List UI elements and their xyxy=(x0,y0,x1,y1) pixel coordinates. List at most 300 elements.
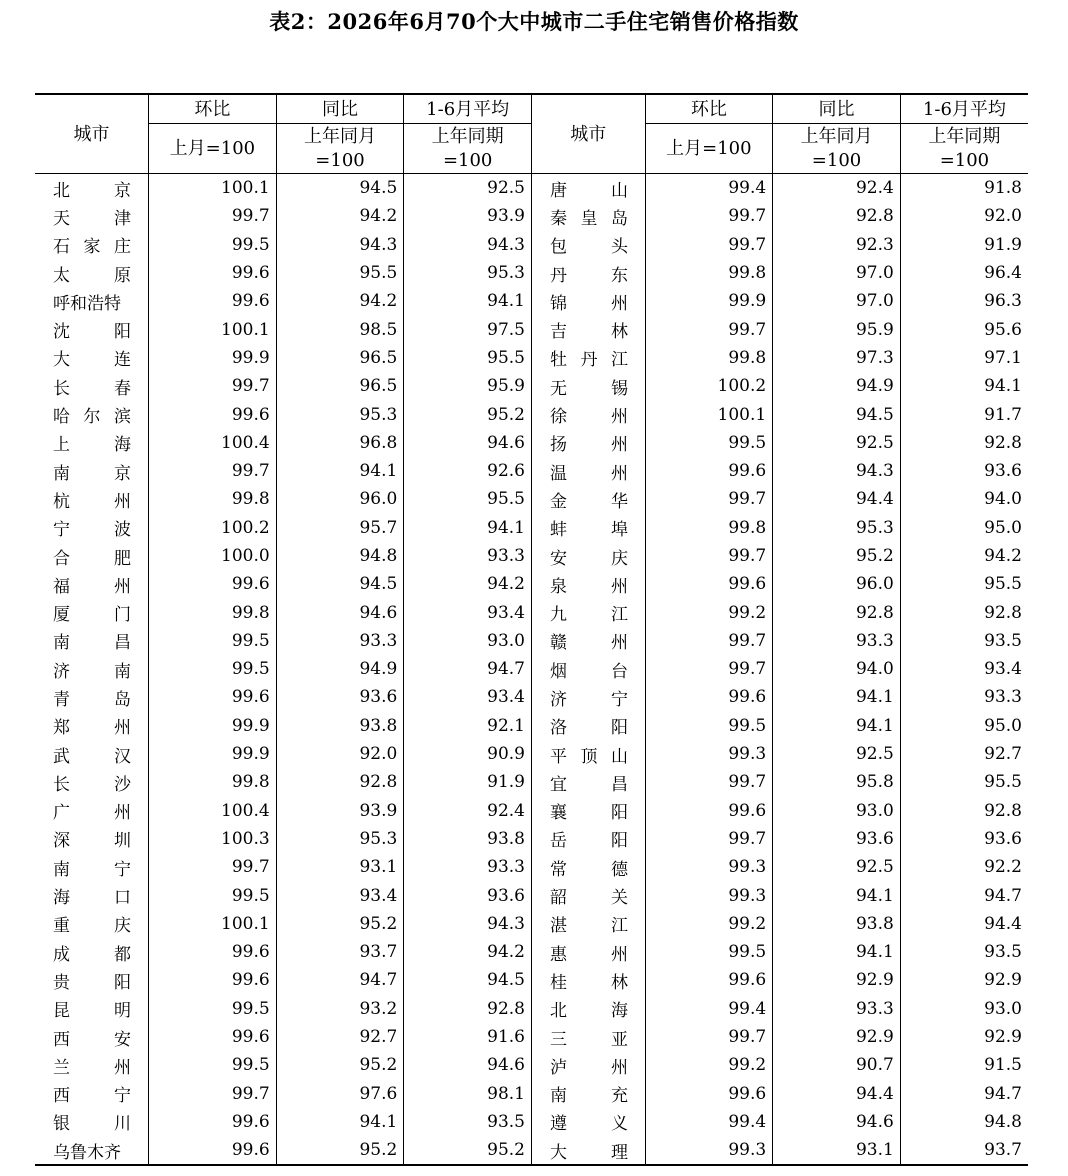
city-name xyxy=(53,1053,131,1078)
city-char: 唐 xyxy=(549,180,567,201)
city-name xyxy=(53,487,131,512)
yoy-value: 95.3 xyxy=(276,825,404,853)
mom-value: 99.7 xyxy=(645,627,773,655)
mom-value: 99.9 xyxy=(149,344,277,372)
city-name xyxy=(550,940,628,965)
city-char: 九 xyxy=(549,605,567,626)
city-cell xyxy=(531,259,645,287)
city-cell xyxy=(531,315,645,343)
yoy-value: 94.0 xyxy=(773,655,901,683)
yoy-value: 92.4 xyxy=(773,174,901,203)
mom-value: 99.6 xyxy=(149,287,277,315)
city-name xyxy=(53,232,131,257)
mom-value: 99.4 xyxy=(645,174,773,203)
yoy-value: 92.8 xyxy=(276,768,404,796)
city-char: 安 xyxy=(114,1029,131,1050)
avg-base-right xyxy=(900,124,1028,174)
city-char: 庄 xyxy=(114,237,131,258)
table-title: 表2：2026年6月70个大中城市二手住宅销售价格指数 xyxy=(269,9,799,34)
yoy-value: 92.9 xyxy=(773,966,901,994)
city-char: 春 xyxy=(114,378,131,399)
mom-value: 99.6 xyxy=(149,1136,277,1165)
city-name xyxy=(550,713,628,738)
city-cell xyxy=(35,344,149,372)
mom-value: 99.8 xyxy=(645,344,773,372)
avg-value: 93.7 xyxy=(900,1136,1028,1165)
mom-value: 99.4 xyxy=(645,1108,773,1136)
yoy-value: 94.5 xyxy=(276,174,404,203)
yoy-value: 93.8 xyxy=(773,910,901,938)
avg-value: 94.8 xyxy=(900,1108,1028,1136)
mom-value: 100.4 xyxy=(149,429,277,457)
city-cell xyxy=(531,627,645,655)
city-name xyxy=(53,459,131,484)
city-cell xyxy=(531,910,645,938)
table-row xyxy=(35,344,1028,372)
city-cell xyxy=(35,1136,149,1165)
yoy-value: 94.5 xyxy=(276,570,404,598)
city-char: 亚 xyxy=(610,1029,628,1050)
city-char: 大 xyxy=(549,1142,567,1163)
city-char: 遵 xyxy=(549,1114,567,1135)
city-cell xyxy=(531,1108,645,1136)
city-char: 华 xyxy=(610,491,628,512)
mom-value: 99.8 xyxy=(149,598,277,626)
city-name xyxy=(53,176,131,201)
city-name xyxy=(550,232,628,257)
city-cell xyxy=(531,853,645,881)
table-row xyxy=(35,287,1028,315)
city-name xyxy=(550,968,628,993)
yoy-value: 92.8 xyxy=(773,598,901,626)
avg-value: 93.9 xyxy=(404,202,532,230)
city-name xyxy=(550,1025,628,1050)
yoy-value: 93.3 xyxy=(276,627,404,655)
avg-base-line2: =100 xyxy=(939,149,990,171)
avg-value: 94.7 xyxy=(900,881,1028,909)
city-char: 山 xyxy=(610,180,628,201)
city-char: 宜 xyxy=(549,774,567,795)
city-char: 沙 xyxy=(114,774,131,795)
mom-value: 99.7 xyxy=(149,457,277,485)
city-name xyxy=(550,289,628,314)
avg-value: 92.8 xyxy=(900,429,1028,457)
city-cell xyxy=(531,797,645,825)
yoy-value: 92.8 xyxy=(773,202,901,230)
city-char: 安 xyxy=(549,548,567,569)
city-cell xyxy=(531,287,645,315)
city-char: 沈 xyxy=(53,322,70,343)
table-row xyxy=(35,938,1028,966)
city-char: 上 xyxy=(53,435,70,456)
yoy-base-line2: =100 xyxy=(315,149,365,171)
city-char: 门 xyxy=(114,605,131,626)
yoy-value: 94.8 xyxy=(276,542,404,570)
mom-value: 99.7 xyxy=(645,542,773,570)
mom-value: 99.7 xyxy=(645,825,773,853)
avg-value: 94.0 xyxy=(900,485,1028,513)
yoy-value: 93.1 xyxy=(773,1136,901,1165)
city-cell xyxy=(35,712,149,740)
city-name xyxy=(53,968,131,993)
yoy-value: 94.7 xyxy=(276,966,404,994)
mom-value: 99.9 xyxy=(149,712,277,740)
yoy-value: 94.6 xyxy=(773,1108,901,1136)
table-row xyxy=(35,910,1028,938)
city-cell xyxy=(531,825,645,853)
city-cell xyxy=(35,627,149,655)
mom-value: 99.7 xyxy=(645,202,773,230)
table-row xyxy=(35,485,1028,513)
city-char: 厦 xyxy=(53,605,70,626)
yoy-value: 94.4 xyxy=(773,485,901,513)
avg-value: 91.7 xyxy=(900,400,1028,428)
avg-value: 95.5 xyxy=(900,570,1028,598)
city-char: 台 xyxy=(610,661,628,682)
yoy-value: 92.5 xyxy=(773,853,901,881)
yoy-value: 94.1 xyxy=(773,881,901,909)
city-cell xyxy=(35,1108,149,1136)
city-name xyxy=(53,911,131,936)
city-name xyxy=(550,1138,628,1163)
avg-value: 95.6 xyxy=(900,315,1028,343)
city-cell xyxy=(531,712,645,740)
mom-value: 100.0 xyxy=(149,542,277,570)
table-row xyxy=(35,570,1028,598)
mom-value: 99.5 xyxy=(149,1051,277,1079)
city-cell xyxy=(531,457,645,485)
city-cell xyxy=(35,570,149,598)
city-name xyxy=(53,855,131,880)
city-cell xyxy=(35,400,149,428)
city-char: 合 xyxy=(53,548,70,569)
avg-value: 91.6 xyxy=(404,1023,532,1051)
yoy-header-right: 同比 xyxy=(773,94,901,124)
city-char: 深 xyxy=(53,831,70,852)
mom-value: 99.6 xyxy=(645,683,773,711)
avg-header-left: 1-6月平均 xyxy=(404,94,532,124)
city-char: 杭 xyxy=(53,491,70,512)
city-char: 州 xyxy=(610,293,628,314)
yoy-value: 95.3 xyxy=(276,400,404,428)
city-char: 洛 xyxy=(549,718,567,739)
yoy-value: 93.9 xyxy=(276,797,404,825)
city-name xyxy=(53,600,131,625)
yoy-value: 96.5 xyxy=(276,344,404,372)
city-char: 京 xyxy=(114,463,131,484)
city-char: 州 xyxy=(610,407,628,428)
city-cell xyxy=(35,457,149,485)
mom-value: 99.7 xyxy=(645,485,773,513)
mom-value: 99.7 xyxy=(645,768,773,796)
yoy-value: 98.5 xyxy=(276,315,404,343)
city-char: 岛 xyxy=(610,208,628,229)
city-char: 兰 xyxy=(53,1057,70,1078)
yoy-value: 94.6 xyxy=(276,598,404,626)
city-cell xyxy=(531,1051,645,1079)
city-char: 昌 xyxy=(610,774,628,795)
city-name xyxy=(550,883,628,908)
city-name xyxy=(550,544,628,569)
city-char: 义 xyxy=(610,1114,628,1135)
avg-value: 95.3 xyxy=(404,259,532,287)
avg-value: 91.9 xyxy=(404,768,532,796)
avg-value: 94.7 xyxy=(900,1080,1028,1108)
avg-value: 93.3 xyxy=(900,683,1028,711)
city-char: 川 xyxy=(114,1114,131,1135)
city-char: 福 xyxy=(53,576,70,597)
city-char: 宁 xyxy=(53,520,70,541)
city-char: 阳 xyxy=(610,718,628,739)
city-name xyxy=(550,204,628,229)
city-name xyxy=(53,204,131,229)
city-name: 乌鲁木齐 xyxy=(53,1142,121,1163)
avg-value: 92.8 xyxy=(404,995,532,1023)
yoy-value: 94.1 xyxy=(276,457,404,485)
city-char: 理 xyxy=(610,1142,628,1163)
city-char: 南 xyxy=(53,463,70,484)
city-char: 湛 xyxy=(549,916,567,937)
mom-value: 99.6 xyxy=(149,683,277,711)
yoy-value: 95.2 xyxy=(773,542,901,570)
yoy-value: 95.8 xyxy=(773,768,901,796)
yoy-value: 93.3 xyxy=(773,627,901,655)
yoy-value: 97.3 xyxy=(773,344,901,372)
mom-value: 99.8 xyxy=(149,768,277,796)
city-name xyxy=(550,657,628,682)
city-char: 南 xyxy=(53,859,70,880)
mom-value: 99.7 xyxy=(645,231,773,259)
mom-header-left: 环比 xyxy=(149,94,277,124)
yoy-value: 92.5 xyxy=(773,429,901,457)
city-cell xyxy=(35,485,149,513)
city-char: 温 xyxy=(549,463,567,484)
yoy-value: 94.4 xyxy=(773,1080,901,1108)
mom-value: 99.6 xyxy=(645,797,773,825)
mom-value: 99.9 xyxy=(149,740,277,768)
avg-value: 92.9 xyxy=(900,966,1028,994)
city-cell xyxy=(35,881,149,909)
avg-value: 92.5 xyxy=(404,174,532,203)
city-char: 秦 xyxy=(549,208,567,229)
city-char: 江 xyxy=(610,916,628,937)
mom-value: 99.3 xyxy=(645,1136,773,1165)
city-char: 山 xyxy=(610,746,628,767)
mom-value: 99.7 xyxy=(645,1023,773,1051)
city-char: 阳 xyxy=(610,831,628,852)
table-row xyxy=(35,825,1028,853)
city-name xyxy=(53,374,131,399)
city-char: 西 xyxy=(53,1029,70,1050)
city-char: 充 xyxy=(610,1086,628,1107)
city-char: 州 xyxy=(610,944,628,965)
mom-value: 99.6 xyxy=(149,570,277,598)
city-cell xyxy=(531,174,645,203)
city-name xyxy=(53,940,131,965)
mom-value: 99.3 xyxy=(645,853,773,881)
table-body xyxy=(35,174,1028,1166)
yoy-value: 93.2 xyxy=(276,995,404,1023)
city-cell xyxy=(35,372,149,400)
avg-value: 92.7 xyxy=(900,740,1028,768)
mom-value: 99.6 xyxy=(149,259,277,287)
city-name xyxy=(53,1109,131,1134)
yoy-value: 93.6 xyxy=(773,825,901,853)
yoy-value: 94.1 xyxy=(773,938,901,966)
mom-value: 99.5 xyxy=(645,938,773,966)
city-char: 锡 xyxy=(610,378,628,399)
city-char: 埠 xyxy=(610,520,628,541)
city-char: 襄 xyxy=(549,803,567,824)
table-row xyxy=(35,1108,1028,1136)
yoy-base-line2: =100 xyxy=(811,149,862,171)
table-row xyxy=(35,315,1028,343)
mom-value: 99.8 xyxy=(149,485,277,513)
avg-value: 94.5 xyxy=(404,966,532,994)
avg-value: 93.6 xyxy=(404,881,532,909)
table-row xyxy=(35,1023,1028,1051)
city-char: 惠 xyxy=(549,944,567,965)
city-char: 三 xyxy=(549,1029,567,1050)
yoy-header-left: 同比 xyxy=(276,94,404,124)
city-char: 家 xyxy=(83,237,101,258)
yoy-value: 97.0 xyxy=(773,259,901,287)
mom-value: 99.2 xyxy=(645,598,773,626)
city-name xyxy=(550,317,628,342)
city-char: 州 xyxy=(114,718,131,739)
city-char: 宁 xyxy=(114,859,131,880)
city-char: 庆 xyxy=(610,548,628,569)
city-char: 州 xyxy=(610,435,628,456)
mom-value: 100.3 xyxy=(149,825,277,853)
yoy-value: 95.9 xyxy=(773,315,901,343)
table-row xyxy=(35,400,1028,428)
yoy-value: 96.0 xyxy=(773,570,901,598)
avg-value: 93.6 xyxy=(900,457,1028,485)
city-cell xyxy=(531,202,645,230)
yoy-value: 95.5 xyxy=(276,259,404,287)
city-char: 州 xyxy=(114,1057,131,1078)
table-row xyxy=(35,740,1028,768)
table-row xyxy=(35,231,1028,259)
mom-value: 99.3 xyxy=(645,881,773,909)
city-name xyxy=(53,1081,131,1106)
city-name xyxy=(53,430,131,455)
avg-value: 97.1 xyxy=(900,344,1028,372)
avg-value: 92.8 xyxy=(900,598,1028,626)
yoy-value: 92.5 xyxy=(773,740,901,768)
city-cell xyxy=(35,655,149,683)
city-char: 皇 xyxy=(580,208,598,229)
city-char: 昌 xyxy=(114,633,131,654)
city-char: 广 xyxy=(53,803,70,824)
city-char: 太 xyxy=(53,265,70,286)
mom-value: 99.2 xyxy=(645,910,773,938)
city-char: 天 xyxy=(53,208,70,229)
yoy-value: 96.8 xyxy=(276,429,404,457)
city-cell xyxy=(531,372,645,400)
city-cell xyxy=(35,231,149,259)
city-cell xyxy=(35,202,149,230)
table-row xyxy=(35,712,1028,740)
city-cell xyxy=(35,287,149,315)
avg-value: 90.9 xyxy=(404,740,532,768)
avg-base-line2: =100 xyxy=(442,149,493,171)
yoy-value: 92.9 xyxy=(773,1023,901,1051)
city-char: 贵 xyxy=(53,972,70,993)
city-name xyxy=(550,996,628,1021)
yoy-value: 95.2 xyxy=(276,1136,404,1165)
city-char: 桂 xyxy=(549,972,567,993)
table-row xyxy=(35,542,1028,570)
city-cell xyxy=(35,1023,149,1051)
city-name xyxy=(550,261,628,286)
city-name xyxy=(53,515,131,540)
city-cell xyxy=(35,910,149,938)
mom-value: 99.5 xyxy=(149,881,277,909)
avg-value: 94.1 xyxy=(404,514,532,542)
yoy-value: 96.5 xyxy=(276,372,404,400)
city-char: 重 xyxy=(53,916,70,937)
yoy-value: 90.7 xyxy=(773,1051,901,1079)
city-char: 青 xyxy=(53,689,70,710)
avg-value: 95.2 xyxy=(404,1136,532,1165)
city-char: 泸 xyxy=(549,1057,567,1078)
city-name xyxy=(550,826,628,851)
city-name xyxy=(550,685,628,710)
avg-value: 93.3 xyxy=(404,853,532,881)
city-name xyxy=(53,402,131,427)
city-name xyxy=(550,572,628,597)
city-name xyxy=(53,883,131,908)
city-char: 州 xyxy=(114,576,131,597)
city-name xyxy=(550,855,628,880)
city-char: 昆 xyxy=(53,1001,70,1022)
avg-value: 93.4 xyxy=(900,655,1028,683)
city-cell xyxy=(531,400,645,428)
city-char: 州 xyxy=(610,576,628,597)
city-char: 长 xyxy=(53,378,70,399)
avg-value: 97.5 xyxy=(404,315,532,343)
table-row xyxy=(35,598,1028,626)
city-name xyxy=(53,685,131,710)
city-name xyxy=(550,374,628,399)
mom-value: 99.6 xyxy=(149,938,277,966)
city-char: 明 xyxy=(114,1001,131,1022)
city-cell xyxy=(531,768,645,796)
city-name xyxy=(550,628,628,653)
table-row xyxy=(35,966,1028,994)
mom-value: 99.7 xyxy=(149,853,277,881)
avg-value: 94.3 xyxy=(404,231,532,259)
city-char: 头 xyxy=(610,237,628,258)
avg-value: 93.4 xyxy=(404,598,532,626)
table-row xyxy=(35,655,1028,683)
city-char: 海 xyxy=(610,1001,628,1022)
city-name xyxy=(53,798,131,823)
mom-value: 99.5 xyxy=(149,627,277,655)
avg-value: 94.3 xyxy=(404,910,532,938)
city-cell xyxy=(35,542,149,570)
city-char: 汉 xyxy=(114,746,131,767)
avg-value: 93.3 xyxy=(404,542,532,570)
city-char: 津 xyxy=(114,208,131,229)
avg-value: 91.5 xyxy=(900,1051,1028,1079)
city-char: 扬 xyxy=(549,435,567,456)
mom-value: 99.7 xyxy=(149,202,277,230)
city-char: 蚌 xyxy=(549,520,567,541)
city-char: 济 xyxy=(549,689,567,710)
